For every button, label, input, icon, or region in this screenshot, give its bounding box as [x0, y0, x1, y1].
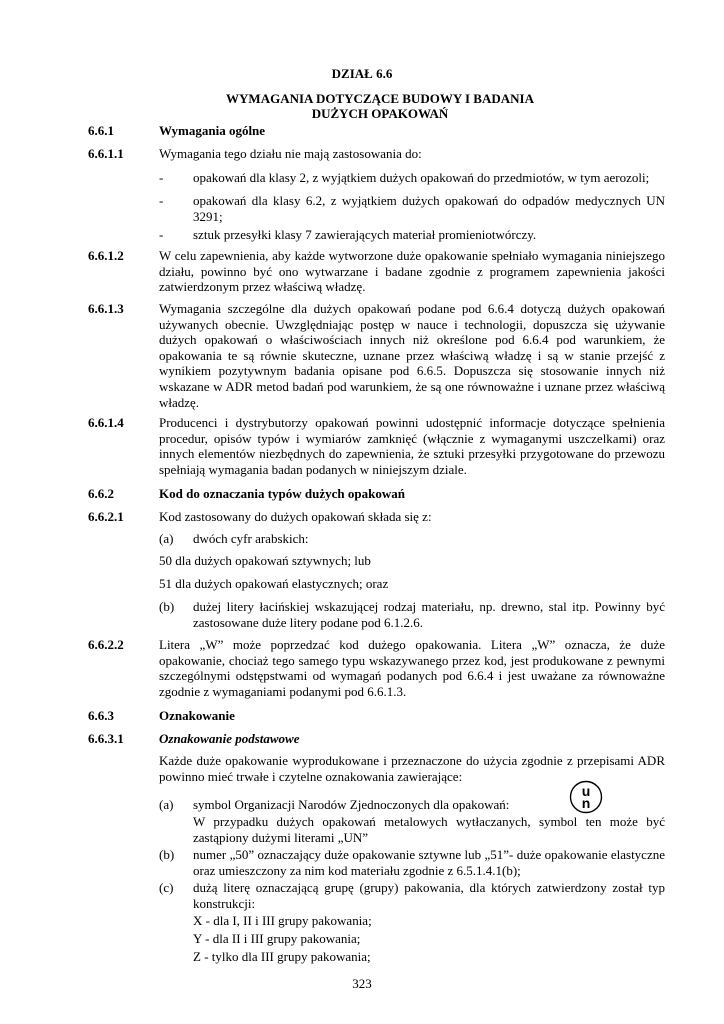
section-number-6-6-1-1: 6.6.1.1 [88, 146, 124, 161]
paragraph-6-6-2-2: Litera „W” może poprzedzać kod dużego opakowania. Litera „W” oznacza, że duże opakowanie, chociaż tego samego typu wskazywanego przez kod, jest produkowane z pewnymi szczególnymi odstępstwami od wymagań podanych pod 6.6.4 i jest uważane za równoważne zgodnie z wymaganiami podanymi pod 6.6.1.3. [159, 637, 665, 699]
packing-group-line: Z - tylko dla III grupy pakowania; [193, 949, 371, 964]
section-number-6-6-2-2: 6.6.2.2 [88, 637, 124, 652]
list-item: sztuk przesyłki klasy 7 zawierających materiał promieniotwórczy. [193, 227, 537, 242]
section-heading-6-6-2: Kod do oznaczania typów dużych opakowań [159, 486, 405, 501]
packing-group-line: X - dla I, II i III grupy pakowania; [193, 913, 372, 928]
paragraph-6-6-3-1: Każde duże opakowanie wyprodukowane i przeznaczone do użycia zgodnie z przepisami ADR powinno mieć trwałe i czytelne oznakowania zawierające: [159, 753, 665, 784]
list-item: opakowań dla klasy 2, z wyjątkiem dużych opakowań do przedmiotów, w tym aerozoli; [193, 170, 650, 185]
section-heading-6-6-3: Oznakowanie [159, 708, 235, 723]
code-51-line: 51 dla dużych opakowań elastycznych; oraz [159, 576, 389, 591]
list-label-b: (b) [159, 599, 175, 614]
section-number-6-6-1-2: 6.6.1.2 [88, 248, 124, 263]
chapter-title-line-1: WYMAGANIA DOTYCZĄCE BUDOWY I BADANIA [226, 91, 534, 106]
paragraph-6-6-1-4: Producenci i dystrybutorzy opakowań powinni udostępnić informacje dotyczące spełnienia procedur, opisów typów i wymiarów zamknięć (włącznie z wymaganymi uszczelkami) oraz innych elementów niezbędnych do zapewnienia, że sztuki przesyłki przygotowane do przewozu spełniają wymagania badan podanych w niniejszym dziale. [159, 415, 665, 477]
section-number-6-6-3-1: 6.6.3.1 [88, 731, 124, 746]
section-number-6-6-2-1: 6.6.2.1 [88, 509, 124, 524]
page-number: 323 [352, 976, 372, 991]
list-item-a-note: W przypadku dużych opakowań metalowych wytłaczanych, symbol ten może być zastąpiony dużymi literami „UN” [193, 814, 665, 845]
un-symbol-letter-n: n [581, 795, 591, 811]
list-dash: - [159, 170, 164, 185]
paragraph-6-6-1-3: Wymagania szczególne dla dużych opakowań podane pod 6.6.4 dotyczą dużych opakowań używanych obecnie. Uwzględniając postęp w nauce i technologii, dopuszcza się używanie dużych opakowań o właściwościach innych niż określone pod 6.6.4 pod warunkiem, że opakowania te są równie skuteczne, uznane przez właściwą władzę i są w stanie przejść z wynikiem pozytywnym badania opisane pod 6.6.5. Dopuszcza się stosowanie innych niż wskazane w ADR metod badań pod warunkiem, że są one równoważne i uznane przez właściwą władzę. [159, 301, 665, 410]
section-heading-6-6-3-1: Oznakowanie podstawowe [159, 731, 300, 746]
list-item-b: dużej litery łacińskiej wskazującej rodzaj materiału, np. drewno, stal itp. Powinny być zastosowane duże litery podane pod 6.1.2.6. [193, 599, 665, 630]
section-heading-6-6-1: Wymagania ogólne [159, 123, 266, 138]
paragraph-6-6-1-1: Wymagania tego działu nie mają zastosowania do: [159, 146, 422, 161]
section-number-6-6-1: 6.6.1 [88, 123, 114, 138]
chapter-heading: DZIAŁ 6.6 [331, 66, 393, 81]
section-number-6-6-3: 6.6.3 [88, 708, 114, 723]
list-item-b: numer „50” oznaczający duże opakowanie sztywne lub „51”- duże opakowanie elastyczne oraz umieszczony za nim kod materiału zgodnie z 6.5.1.4.1(b); [193, 847, 665, 878]
list-item: opakowań dla klasy 6.2, z wyjątkiem dużych opakowań do odpadów medycznych UN 3291; [193, 193, 665, 224]
chapter-title-line-2: DUŻYCH OPAKOWAŃ [311, 106, 449, 121]
section-number-6-6-1-4: 6.6.1.4 [88, 415, 124, 430]
list-dash: - [159, 193, 164, 208]
section-number-6-6-2: 6.6.2 [88, 486, 114, 501]
list-label-b: (b) [159, 847, 175, 862]
list-item-a: symbol Organizacji Narodów Zjednoczonych dla opakowań: [193, 797, 510, 812]
paragraph-6-6-1-2: W celu zapewnienia, aby każde wytworzone duże opakowanie spełniało wymagania niniejszego działu, powinno być ono wytwarzane i badane zgodnie z programem zapewnienia jakości zatwierdzonym przez właściwą władzę. [159, 248, 665, 295]
code-50-line: 50 dla dużych opakowań sztywnych; lub [159, 553, 371, 568]
un-symbol-letter-u: u [581, 783, 591, 799]
list-dash: - [159, 227, 164, 242]
list-label-a: (a) [159, 797, 174, 812]
un-packaging-symbol-icon [569, 780, 603, 814]
packing-group-line: Y - dla II i III grupy pakowania; [193, 931, 361, 946]
section-number-6-6-1-3: 6.6.1.3 [88, 301, 124, 316]
list-label-c: (c) [159, 880, 174, 895]
list-item-a: dwóch cyfr arabskich: [193, 531, 309, 546]
paragraph-6-6-2-1: Kod zastosowany do dużych opakowań składa się z: [159, 509, 432, 524]
list-label-a: (a) [159, 531, 174, 546]
list-item-c: dużą literę oznaczającą grupę (grupy) pakowania, dla których zatwierdzony został typ konstrukcji: [193, 880, 665, 911]
